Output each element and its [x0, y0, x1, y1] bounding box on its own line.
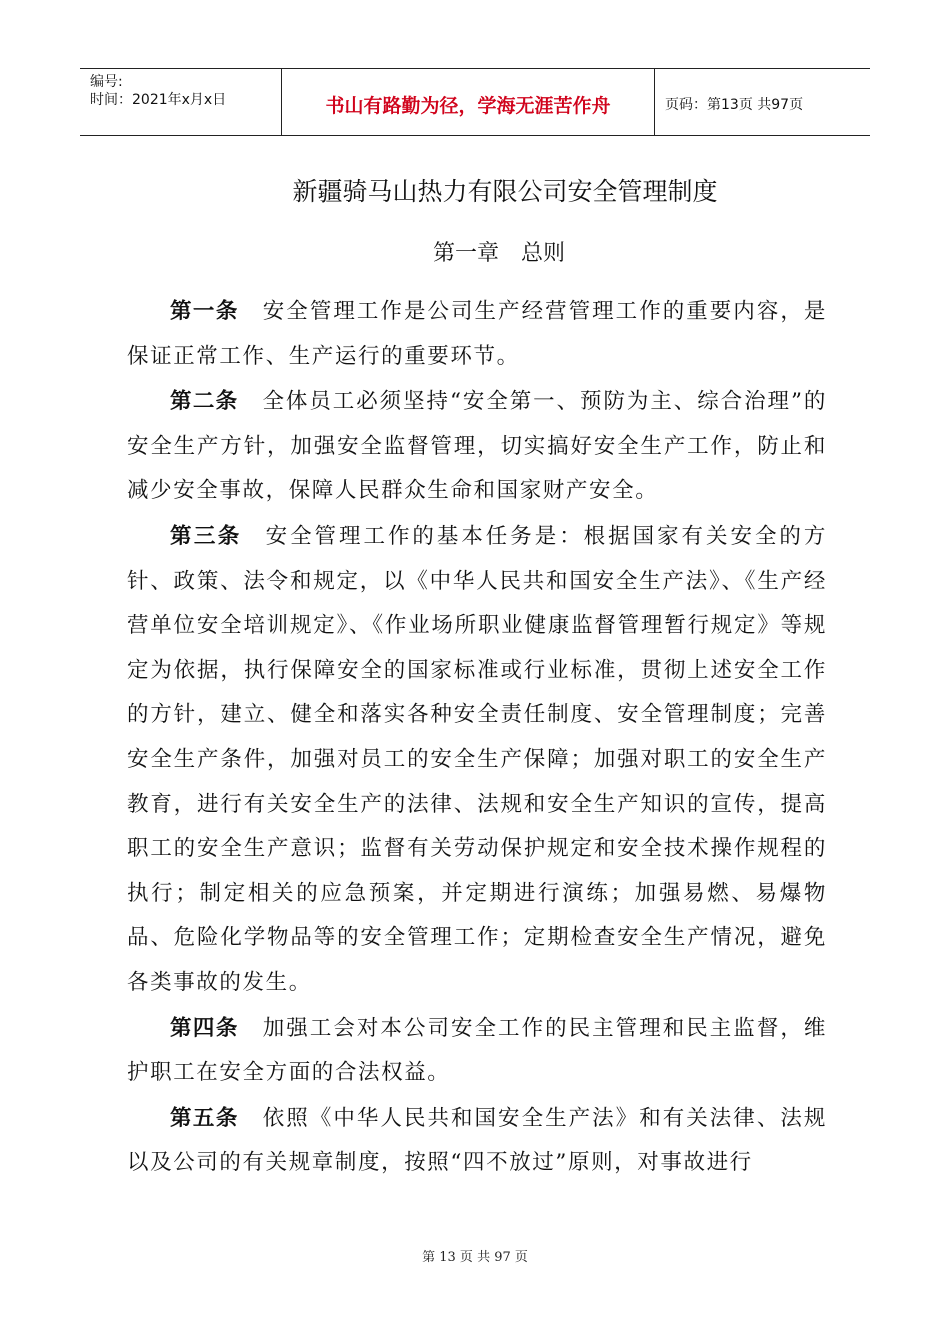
page-header	[80, 68, 870, 136]
article-number: 第五条	[170, 1105, 239, 1131]
article-number: 第三条	[170, 523, 242, 549]
serial-label: 编号:	[90, 74, 123, 90]
article-text: 安全管理工作的基本任务是：根据国家有关安全的方针、政策、法令和规定，以《中华人民共和国安全生产法》、《生产经营单位安全培训规定》、《作业场所职业健康监督管理暂行规定》等规定为依据，执行保障安全的国家标准或行业标准，贯彻上述安全工作的方针，建立、健全和落实各种安全责任制度、安全管理制度；完善安全生产条件，加强对员工的安全生产保障；加强对职工的安全生产教育，进行有关安全生产的法律、法规和安全生产知识的宣传，提高职工的安全生产意识；监督有关劳动保护规定和安全技术操作规程的执行；制定相关的应急预案，并定期进行演练；加强易燃、易爆物品、危险化学物品等的安全管理工作；定期检查安全生产情况，避免各类事故的发生。	[127, 523, 827, 995]
time-label: 时间：2021年x月x日	[90, 92, 227, 108]
article	[127, 1097, 827, 1186]
header-page-info: 页码：第13页 共97页	[665, 97, 804, 113]
article	[127, 380, 827, 514]
article-number: 第四条	[170, 1015, 239, 1041]
article-text: 加强工会对本公司安全工作的民主管理和民主监督，维护职工在安全方面的合法权益。	[127, 1015, 827, 1086]
page-footer: 第 13 页 共 97 页	[422, 1250, 528, 1265]
article	[127, 1007, 827, 1096]
header-meta	[80, 69, 281, 135]
article	[127, 515, 827, 1006]
article-number: 第二条	[170, 389, 239, 415]
article-number: 第一条	[170, 299, 239, 324]
article-text: 安全管理工作是公司生产经营管理工作的重要内容，是保证正常工作、生产运行的重要环节。	[127, 299, 827, 369]
document-body	[127, 290, 827, 1186]
article	[127, 290, 827, 379]
article-text: 全体员工必须坚持“安全第一、预防为主、综合治理”的安全生产方针，加强安全监督管理，切实搞好安全生产工作，防止和减少安全事故，保障人民群众生命和国家财产安全。	[127, 389, 827, 504]
article-text: 依照《中华人民共和国安全生产法》和有关法律、法规以及公司的有关规章制度，按照“四不放过”原则，对事故进行	[127, 1105, 827, 1176]
chapter-name: 总则	[521, 241, 566, 266]
header-motto: 书山有路勤为径，学海无涯苦作舟	[281, 69, 655, 135]
chapter-number: 第一章	[432, 241, 499, 266]
document-title: 新疆骑马山热力有限公司安全管理制度	[292, 177, 718, 206]
chapter-heading	[0, 236, 950, 267]
